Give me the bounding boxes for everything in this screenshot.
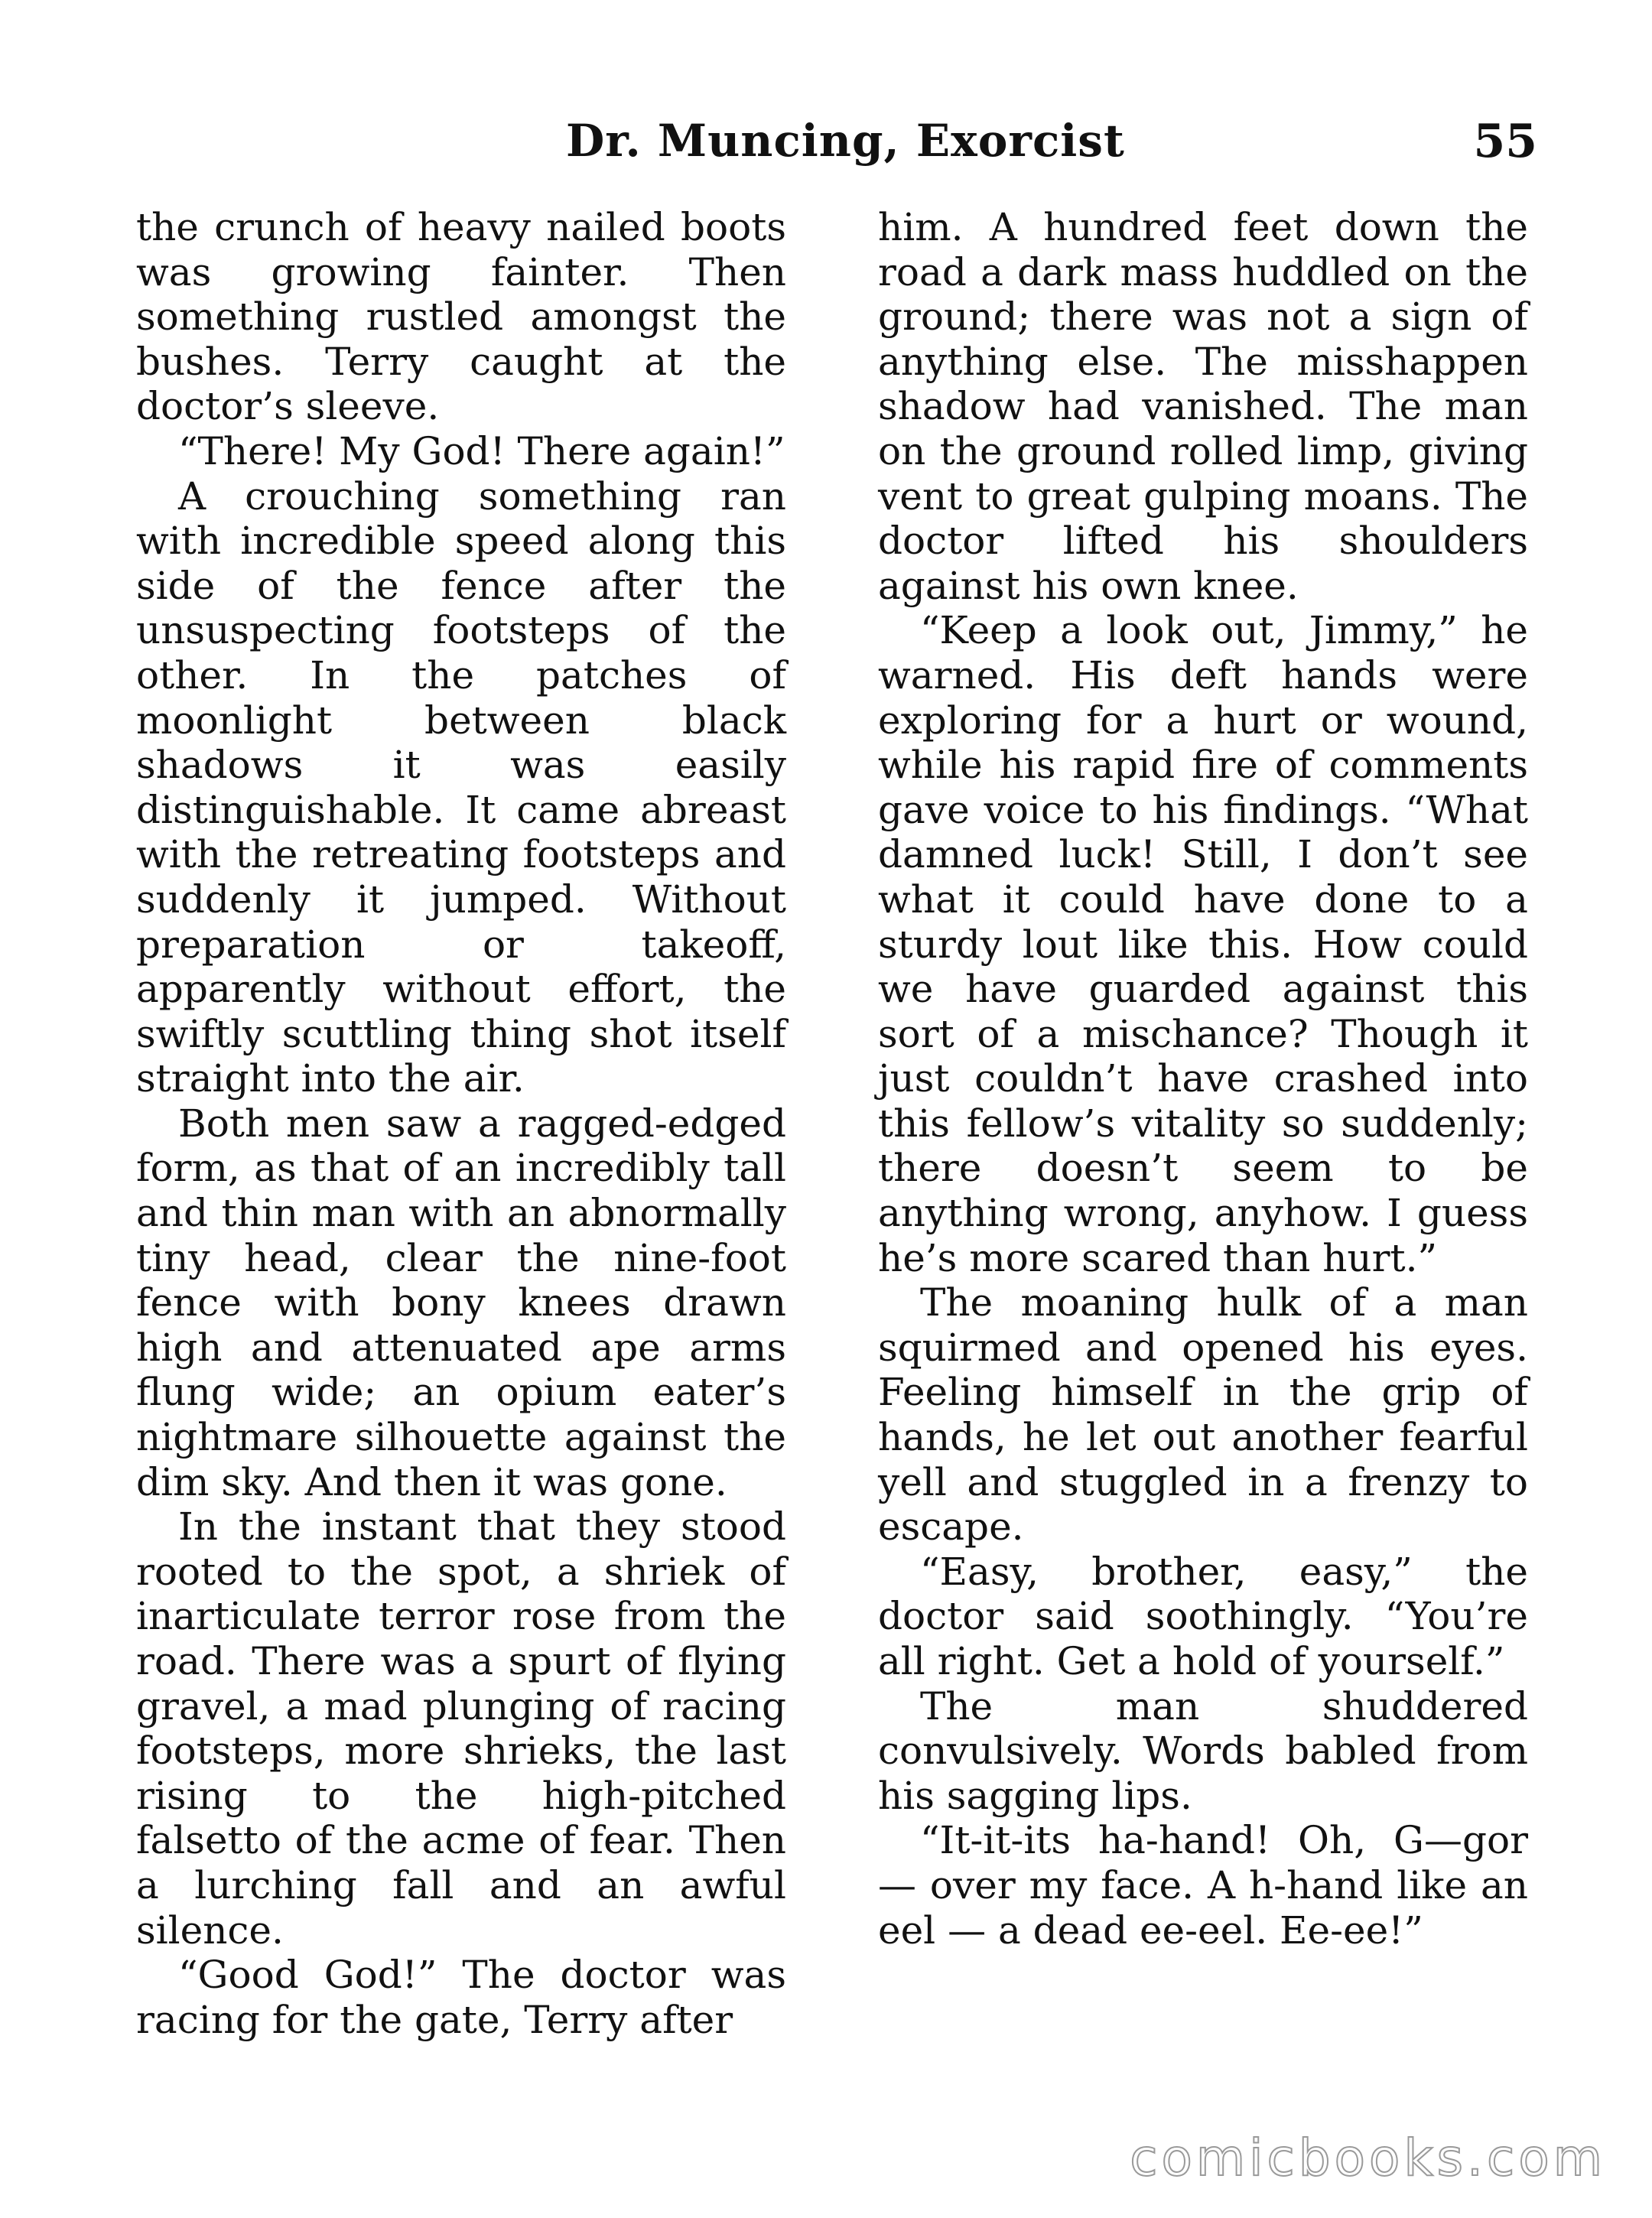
running-header — [130, 115, 1553, 184]
paragraph: “Keep a look out, Jimmy,” he warned. His deft hands were exploring for a hurt or wound, while his rapid fire of comments gave voice to his findings. “What damned luck! Still, I don’t see what it could have done to a sturdy lout like this. How could we have guarded against this sort of a mischance? Though it just couldn’t have crashed into this fellow’s vitality so suddenly; there doesn’t seem to be anything wrong, anyhow. I guess he’s more scared than hurt.” — [878, 608, 1528, 1280]
paragraph: the crunch of heavy nailed boots was growing fainter. Then something rustled amongst the bushes. Terry caught at the doctor’s sleeve. — [136, 205, 786, 429]
paragraph: “Good God!” The doctor was racing for the gate, Terry after — [136, 1953, 786, 2042]
paragraph: The man shuddered convulsively. Words babled from his sagging lips. — [878, 1683, 1528, 1818]
paragraph: In the instant that they stood rooted to the spot, a shriek of inarticulate terror rose from the road. There was a spurt of flying gravel, a mad plunging of racing footsteps, more shrieks, the last rising to the high-pitched falsetto of the acme of fear. Then a lurching fall and an awful silence. — [136, 1504, 786, 1953]
paragraph: “Easy, brother, easy,” the doctor said soothingly. “You’re all right. Get a hold of yourself.” — [878, 1549, 1528, 1683]
paragraph: “There! My God! There again!” — [178, 428, 785, 473]
paragraph: A crouching something ran with incredible speed along this side of the fence after the unsuspecting footsteps of the other. In the patches of moonlight between black shadows it was easily distinguishable. It came abreast with the retreating footsteps and suddenly it jumped. Without preparation or takeoff, apparently without effort, the swiftly scuttling thing shot itself straight into the air. — [136, 473, 786, 1101]
running-title: Dr. Muncing, Exorcist — [566, 115, 1125, 167]
paragraph: The moaning hulk of a man squirmed and opened his eyes. Feeling himself in the grip of hands, he let out another fearful yell and stuggled in a frenzy to escape. — [878, 1280, 1528, 1550]
page-number: 55 — [1473, 115, 1537, 168]
right-column — [878, 205, 1528, 1953]
paragraph: him. A hundred feet down the road a dark mass huddled on the ground; there was not a sign of anything else. The misshappen shadow had vanished. The man on the ground rolled limp, giving vent to great gulping moans. The doctor lifted his shoulders against his own knee. — [878, 205, 1528, 608]
watermark: comicbooks.com — [1130, 2129, 1606, 2187]
paragraph: “It-it-its ha-hand! Oh, G—gor — over my face. A h-hand like an eel — a dead ee-eel. Ee-ee!” — [878, 1818, 1528, 1953]
left-column — [136, 205, 786, 2042]
paragraph: Both men saw a ragged-edged form, as that of an incredibly tall and thin man with an abnormally tiny head, clear the nine-foot fence with bony knees drawn high and attenuated ape arms flung wide; an opium eater’s nightmare silhouette against the dim sky. And then it was gone. — [136, 1101, 786, 1504]
